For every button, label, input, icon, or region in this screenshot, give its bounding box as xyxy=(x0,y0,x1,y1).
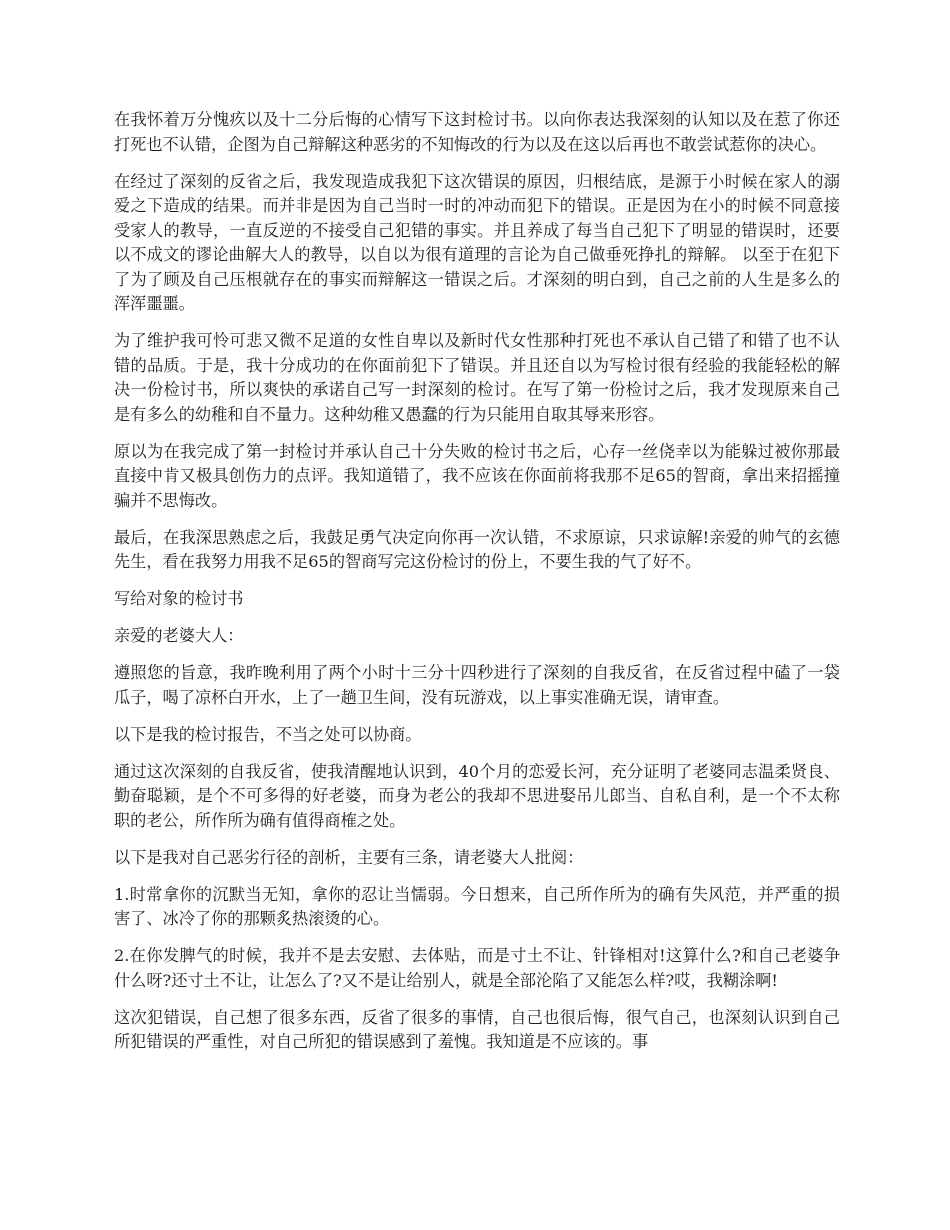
paragraph-1: 在我怀着万分愧疚以及十二分后悔的心情写下这封检讨书。以向你表达我深刻的认知以及在惹了你还打死也不认错，企图为自己辩解这种恶劣的不知悔改的行为以及在这以后再也不敢尝试惹你的决心。 xyxy=(114,110,840,154)
paragraph-7: 以下是我的检讨报告，不当之处可以协商。 xyxy=(114,724,422,744)
paragraph-4: 原以为在我完成了第一封检讨并承认自己十分失败的检讨书之后，心存一丝侥幸以为能躲过被你那最直接中肯又极具创伤力的点评。我知道错了，我不应该在你面前将我那不足65的智商，拿出来招摇撞骗并不思悔改。 xyxy=(114,441,840,510)
paragraph-9: 以下是我对自己恶劣行径的剖析，主要有三条，请老婆大人批阅： xyxy=(114,847,584,867)
section-heading: 写给对象的检讨书 xyxy=(114,589,244,608)
document-body xyxy=(114,108,840,1067)
paragraph-8: 通过这次深刻的自我反省，使我清醒地认识到，40个月的恋爱长河，充分证明了老婆同志温柔贤良、勤奋聪颖，是个不可多得的好老婆，而身为老公的我却不思进娶吊儿郎当、自私自利，是一个不太称职的老公，所作所为确有值得商榷之处。 xyxy=(114,761,840,830)
paragraph-6: 遵照您的旨意，我昨晚利用了两个小时十三分十四秒进行了深刻的自我反省，在反省过程中磕了一袋瓜子，喝了凉杯白开水，上了一趟卫生间，没有玩游戏，以上事实准确无误，请审查。 xyxy=(114,663,840,707)
paragraph-5: 最后，在我深思熟虑之后，我鼓足勇气决定向你再一次认错，不求原谅，只求谅解!亲爱的帅气的玄德先生，看在我努力用我不足65的智商写完这份检讨的份上，不要生我的气了好不。 xyxy=(114,527,840,571)
paragraph-3: 为了维护我可怜可悲又微不足道的女性自卑以及新时代女性那种打死也不承认自己错了和错了也不认错的品质。于是，我十分成功的在你面前犯下了错误。并且还自以为写检讨很有经验的我能轻松的解决一份检讨书，所以爽快的承诺自己写一封深刻的检讨。在写了第一份检讨之后，我才发现原来自己是有多么的幼稚和自不量力。这种幼稚又愚蠢的行为只能用自取其辱来形容。 xyxy=(114,331,840,424)
paragraph-2: 在经过了深刻的反省之后，我发现造成我犯下这次错误的原因，归根结底，是源于小时候在家人的溺爱之下造成的结果。而并非是因为自己当时一时的冲动而犯下的错误。正是因为在小的时候不同意接受家人的教导，一直反逆的不接受自己犯错的事实。并且养成了每当自己犯下了明显的错误时，还要以不成文的谬论曲解大人的教导，以自以为很有道理的言论为自己做垂死挣扎的辩解。 以至于在犯下了为了顾及自己压根就存在的事实而辩解这一错误之后。才深刻的明白到，自己之前的人生是多么的浑浑噩噩。 xyxy=(114,171,840,313)
salutation: 亲爱的老婆大人： xyxy=(114,626,244,645)
list-item-1: 1.时常拿你的沉默当无知，拿你的忍让当懦弱。今日想来，自己所作所为的确有失风范，并严重的损害了、冰冷了你的那颗炙热滚烫的心。 xyxy=(114,884,840,928)
list-item-2: 2.在你发脾气的时候，我并不是去安慰、去体贴，而是寸土不让、针锋相对!这算什么?和自己老婆争什么呀?还寸土不让，让怎么了?又不是让给别人，就是全部沦陷了又能怎么样?哎，我糊涂啊! xyxy=(114,946,840,990)
paragraph-10: 这次犯错误，自己想了很多东西，反省了很多的事情，自己也很后悔，很气自己，也深刻认识到自己所犯错误的严重性，对自己所犯的错误感到了羞愧。我知道是不应该的。事 xyxy=(114,1007,840,1051)
